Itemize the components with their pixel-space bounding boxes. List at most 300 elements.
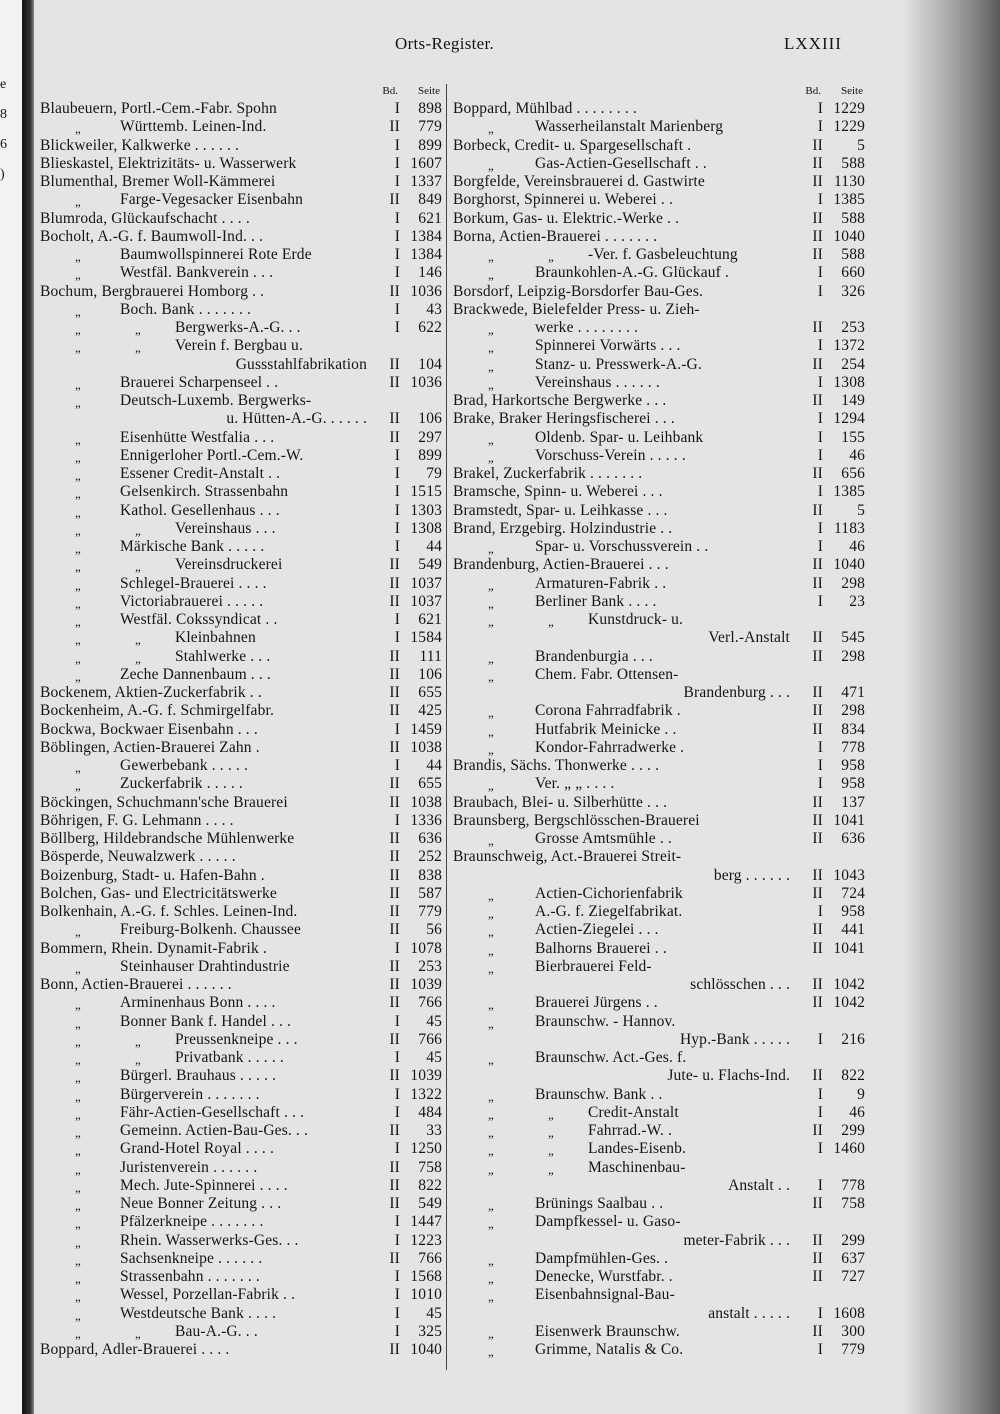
entry-page: 43: [426, 300, 442, 318]
entry-volume: I: [394, 483, 400, 501]
entry-page: 778: [841, 1176, 865, 1194]
ditto-mark: „: [488, 906, 494, 921]
register-entry: [40, 1323, 442, 1341]
entry-volume: I: [394, 446, 400, 464]
entry-text: Vorschuss-Verein . . . . .: [535, 446, 686, 464]
register-entry: [453, 392, 865, 410]
ditto-mark: „: [75, 1198, 81, 1213]
ditto-mark: „: [75, 1161, 81, 1177]
entry-volume: I: [394, 264, 400, 282]
register-entry: [453, 1305, 865, 1323]
entry-volume: I: [394, 100, 400, 117]
entry-page: 253: [418, 957, 442, 975]
register-entry: [453, 301, 865, 319]
entry-volume: II: [812, 647, 823, 665]
entry-text: Denecke, Wurstfabr. .: [535, 1268, 673, 1285]
register-entry: [453, 629, 865, 647]
entry-volume: II: [812, 1122, 823, 1139]
register-entry: [453, 520, 865, 538]
entry-text: Anstalt . .: [728, 1176, 790, 1194]
entry-page: 1608: [833, 1304, 865, 1322]
entry-text: Zeche Dannenbaum . . .: [120, 665, 271, 683]
page-number: LXXIII: [784, 34, 842, 53]
register-entry: [40, 830, 442, 848]
register-entry: [40, 648, 442, 666]
register-entry: [40, 1104, 442, 1122]
entry-page: 779: [418, 903, 442, 920]
ditto-mark: „: [488, 358, 494, 374]
ditto-mark: „: [488, 1052, 494, 1067]
entry-volume: I: [394, 465, 400, 482]
entry-volume: II: [389, 884, 400, 902]
register-entry: [453, 137, 865, 155]
entry-text: Juristenverein . . . . . .: [120, 1158, 258, 1176]
register-entry: [453, 1232, 865, 1250]
entry-volume: II: [812, 209, 823, 227]
entry-text: Bockenheim, A.-G. f. Schmirgelfabr.: [40, 702, 274, 720]
entry-text: Westdeutsche Bank . . . .: [120, 1304, 277, 1322]
register-entry: [453, 867, 865, 885]
entry-page: 1568: [410, 1268, 442, 1285]
ditto-mark: „: [75, 614, 81, 629]
entry-page: 588: [841, 154, 865, 172]
register-entry: [453, 775, 865, 793]
entry-text: Essener Credit-Anstalt . .: [120, 465, 281, 482]
register-entry: [453, 155, 865, 173]
entry-page: 1039: [410, 1067, 442, 1085]
entry-text: Boizenburg, Stadt- u. Hafen-Bahn .: [40, 866, 265, 884]
entry-text: Boppard, Adler-Brauerei . . . .: [40, 1341, 230, 1358]
entry-page: 137: [841, 793, 865, 811]
entry-page: 1036: [410, 373, 442, 391]
entry-page: 766: [418, 994, 442, 1012]
register-entry: [40, 903, 442, 921]
entry-volume: I: [817, 1030, 823, 1048]
entry-text: Braunschw. Act.-Ges. f.: [535, 1049, 687, 1066]
entry-page: 1337: [410, 173, 442, 190]
ditto-mark: „: [488, 997, 494, 1013]
entry-volume: I: [817, 373, 823, 391]
entry-text: Brake, Braker Heringsfischerei . . .: [453, 410, 675, 428]
entry-volume: I: [817, 191, 823, 209]
register-entry: [453, 191, 865, 209]
entry-text: Credit-Anstalt: [588, 1103, 679, 1121]
register-entry: [40, 319, 442, 337]
ditto-mark: „: [75, 1052, 81, 1067]
register-entry: [40, 1268, 442, 1286]
ditto-mark: „: [75, 1234, 81, 1250]
edge-fragment: 8: [0, 107, 7, 122]
register-entry: [40, 1031, 442, 1049]
entry-volume: I: [817, 519, 823, 537]
entry-text: Westfäl. Cokssyndicat . .: [120, 611, 278, 628]
entry-text: Corona Fahrradfabrik .: [535, 702, 681, 720]
ditto-mark: „: [75, 303, 81, 319]
entry-text: Kleinbahnen: [175, 629, 256, 647]
entry-volume: I: [394, 209, 400, 227]
entry-page: 104: [418, 355, 442, 373]
ditto-mark: „: [75, 121, 81, 137]
register-entry: [453, 757, 865, 775]
register-entry: [40, 1067, 442, 1085]
register-entry: [40, 812, 442, 830]
entry-page: 822: [841, 1067, 865, 1085]
register-entry: [40, 520, 442, 538]
entry-page: 45: [426, 1012, 442, 1030]
register-entry: [453, 210, 865, 228]
entry-page: 588: [841, 209, 865, 227]
entry-text: Berliner Bank . . . .: [535, 592, 657, 610]
entry-text: Actien-Ziegelei . . .: [535, 921, 659, 939]
entry-page: 155: [841, 428, 865, 446]
entry-volume: II: [389, 1249, 400, 1267]
entry-text: Brünings Saalbau . .: [535, 1195, 664, 1212]
entry-page: 637: [841, 1249, 865, 1267]
entry-volume: II: [812, 720, 823, 738]
entry-volume: I: [394, 538, 400, 555]
ditto-mark: „: [488, 322, 494, 337]
entry-page: 766: [418, 1249, 442, 1267]
entry-volume: II: [389, 793, 400, 811]
ditto-mark: „: [488, 267, 494, 283]
entry-page: 849: [418, 191, 442, 209]
ditto-mark: „: [75, 1216, 81, 1232]
entry-page: 1385: [833, 191, 865, 209]
entry-text: Brandenburg, Actien-Brauerei . . .: [453, 556, 669, 574]
ditto-mark: „: [548, 1106, 554, 1122]
ditto-mark: „: [135, 650, 141, 666]
left-column: [40, 80, 442, 1359]
register-entry: [453, 374, 865, 392]
entry-text: Ennigerloher Portl.-Cem.-W.: [120, 446, 304, 464]
ditto-mark: „: [488, 1125, 494, 1140]
ditto-mark: „: [548, 1125, 554, 1140]
entry-page: 1447: [410, 1213, 442, 1231]
entry-text: Borghorst, Spinnerei u. Weberei . .: [453, 191, 673, 209]
entry-volume: I: [394, 300, 400, 318]
ditto-mark: „: [488, 1344, 494, 1359]
entry-page: 545: [841, 629, 865, 647]
ditto-mark: „: [75, 1289, 81, 1305]
register-entry: [453, 1086, 865, 1104]
entry-page: 1460: [833, 1140, 865, 1158]
entry-text: Hyp.-Bank . . . . .: [679, 1030, 790, 1048]
entry-text: Kondor-Fahrradwerke .: [535, 738, 685, 756]
entry-text: A.-G. f. Ziegelfabrikat.: [535, 903, 683, 920]
entry-text: Bommern, Rhein. Dynamit-Fabrik .: [40, 939, 267, 957]
seite-header: Seite: [418, 85, 440, 97]
entry-text: Brandis, Sächs. Thonwerke . . . .: [453, 757, 660, 774]
register-entry: [40, 1341, 442, 1359]
entry-text: Boch. Bank . . . . . . .: [120, 300, 252, 318]
entry-page: 44: [426, 757, 442, 774]
entry-page: 441: [841, 921, 865, 939]
entry-volume: II: [812, 1195, 823, 1212]
column-header: [40, 80, 442, 100]
ditto-mark: „: [75, 924, 81, 940]
entry-text: Bösperde, Neuwalzwerk . . . . .: [40, 848, 236, 866]
entry-page: 1294: [833, 410, 865, 428]
register-entry: [453, 702, 865, 720]
register-entry: [40, 702, 442, 720]
entry-text: Steinhauser Drahtindustrie: [120, 957, 290, 975]
ditto-mark: „: [488, 541, 494, 556]
ditto-mark: „: [488, 741, 494, 757]
entry-text: berg . . . . . .: [713, 866, 790, 884]
register-entry: [40, 210, 442, 228]
entry-text: Kathol. Gesellenhaus . . .: [120, 501, 280, 519]
entry-text: Gas-Actien-Gesellschaft . .: [535, 154, 707, 172]
entry-text: Eisenwerk Braunschw.: [535, 1322, 680, 1340]
register-entry: [40, 100, 442, 118]
entry-text: Pfälzerkneipe . . . . . . .: [120, 1213, 264, 1231]
entry-page: 33: [426, 1122, 442, 1139]
entry-text: Borsdorf, Leipzig-Borsdorfer Bau-Ges.: [453, 282, 704, 300]
ditto-mark: „: [488, 942, 494, 958]
scan-binding-shadow: [22, 0, 34, 1414]
register-entry: [40, 921, 442, 939]
ditto-mark: „: [75, 1106, 81, 1122]
entry-volume: I: [817, 337, 823, 355]
entry-volume: II: [389, 684, 400, 701]
entry-page: 766: [418, 1030, 442, 1048]
entry-page: 484: [418, 1103, 442, 1121]
entry-text: Westfäl. Bankverein . . .: [120, 264, 274, 282]
entry-page: 1384: [410, 246, 442, 263]
entry-text: Eisenbahnsignal-Bau-: [535, 1286, 675, 1304]
register-entry: [453, 556, 865, 574]
entry-text: Rhein. Wasserwerks-Ges. . .: [120, 1231, 299, 1249]
entry-volume: II: [389, 1341, 400, 1358]
entry-text: Oldenb. Spar- u. Leihbank: [535, 428, 704, 446]
register-entry: [40, 429, 442, 447]
edge-fragment: 6: [0, 137, 7, 152]
register-entry: [453, 1159, 865, 1177]
ditto-mark: „: [75, 504, 81, 520]
entry-text: Neue Bonner Zeitung . . .: [120, 1195, 282, 1212]
entry-text: Württemb. Leinen-Ind.: [120, 118, 267, 136]
register-entry: [40, 1049, 442, 1067]
bd-header: Bd.: [805, 85, 821, 97]
entry-page: 149: [841, 392, 865, 409]
entry-volume: II: [389, 848, 400, 866]
entry-page: 587: [418, 884, 442, 902]
register-entry: [40, 301, 442, 319]
register-entry: [453, 283, 865, 301]
entry-text: Maschinenbau-: [588, 1158, 686, 1176]
entry-text: Braunschw. Bank . .: [535, 1085, 663, 1103]
ditto-mark: „: [75, 632, 81, 648]
register-entry: [453, 1067, 865, 1085]
bd-header: Bd.: [382, 85, 398, 97]
register-entry: [453, 1341, 865, 1359]
entry-volume: I: [394, 319, 400, 336]
entry-volume: I: [394, 939, 400, 957]
ditto-mark: „: [75, 559, 81, 575]
register-entry: [40, 739, 442, 757]
ditto-mark: „: [488, 1271, 494, 1286]
register-entry: [40, 1250, 442, 1268]
ditto-mark: „: [488, 1325, 494, 1341]
entry-volume: I: [817, 903, 823, 920]
entry-text: Bürgerl. Brauhaus . . . . .: [120, 1067, 277, 1085]
entry-page: 958: [841, 903, 865, 920]
entry-page: 1336: [410, 811, 442, 829]
entry-volume: II: [812, 793, 823, 811]
entry-text: Balhorns Brauerei . .: [535, 939, 667, 957]
entry-text: Böckingen, Schuchmann'sche Brauerei: [40, 793, 288, 811]
entry-volume: I: [817, 538, 823, 555]
entry-volume: II: [812, 154, 823, 172]
entry-page: 1250: [410, 1140, 442, 1158]
register-entry: [453, 538, 865, 556]
entry-volume: I: [817, 100, 823, 117]
register-entry: [40, 191, 442, 209]
entry-page: 298: [841, 702, 865, 720]
register-entry: [453, 830, 865, 848]
register-entry: [40, 885, 442, 903]
entry-text: Wasserheilanstalt Marienberg: [535, 118, 724, 136]
ditto-mark: „: [548, 614, 554, 629]
entry-volume: I: [394, 611, 400, 628]
entry-volume: I: [394, 173, 400, 190]
register-entry: [40, 940, 442, 958]
ditto-mark: „: [488, 431, 494, 447]
entry-page: 146: [418, 264, 442, 282]
register-entry: [453, 958, 865, 976]
entry-page: 727: [841, 1268, 865, 1285]
entry-volume: II: [812, 921, 823, 939]
entry-volume: II: [812, 811, 823, 829]
register-entry: [453, 246, 865, 264]
entry-volume: I: [817, 592, 823, 610]
ditto-mark: „: [75, 650, 81, 666]
entry-page: 300: [841, 1322, 865, 1340]
entry-volume: I: [394, 519, 400, 537]
ditto-mark: „: [488, 1143, 494, 1159]
ditto-mark: „: [75, 468, 81, 483]
ditto-mark: „: [75, 1252, 81, 1268]
entry-volume: II: [389, 921, 400, 939]
edge-fragments: [0, 70, 10, 190]
entry-text: Privatbank . . . . .: [175, 1049, 284, 1066]
register-entry: [453, 100, 865, 118]
register-entry: [40, 1122, 442, 1140]
entry-text: Dampfmühlen-Ges. .: [535, 1249, 669, 1267]
register-entry: [40, 465, 442, 483]
entry-volume: I: [817, 483, 823, 501]
entry-text: u. Hütten-A.-G. . . . . .: [226, 410, 367, 428]
entry-page: 1384: [410, 227, 442, 245]
register-entry: [453, 739, 865, 757]
register-entry: [40, 684, 442, 702]
entry-volume: I: [817, 428, 823, 446]
register-entry: [453, 118, 865, 136]
entry-page: 588: [841, 246, 865, 263]
entry-page: 1043: [833, 866, 865, 884]
ditto-mark: „: [488, 449, 494, 465]
entry-text: Bonner Bank f. Handel . . .: [120, 1012, 292, 1030]
entry-page: 111: [419, 647, 442, 665]
ditto-mark: „: [488, 577, 494, 593]
entry-page: 758: [418, 1158, 442, 1176]
entry-text: Brandenburgia . . .: [535, 647, 653, 665]
entry-text: Borbeck, Credit- u. Spargesellschaft .: [453, 136, 692, 154]
ditto-mark: „: [135, 522, 141, 538]
register-entry: [453, 1323, 865, 1341]
entry-text: Bolchen, Gas- und Electricitätswerke: [40, 884, 277, 902]
entry-volume: I: [394, 1049, 400, 1066]
entry-page: 254: [841, 355, 865, 373]
entry-volume: II: [812, 1322, 823, 1340]
register-entry: [40, 1195, 442, 1213]
ditto-mark: „: [488, 960, 494, 976]
entry-page: 297: [418, 428, 442, 446]
ditto-mark: „: [488, 778, 494, 794]
register-entry: [453, 337, 865, 355]
register-entry: [453, 885, 865, 903]
entry-text: Spar- u. Vorschussverein . .: [535, 538, 709, 555]
ditto-mark: „: [75, 395, 81, 410]
register-entry: [40, 958, 442, 976]
entry-page: 1078: [410, 939, 442, 957]
entry-volume: II: [389, 866, 400, 884]
entry-text: Zuckerfabrik . . . . .: [120, 775, 243, 793]
entry-volume: I: [817, 446, 823, 464]
register-entry: [453, 356, 865, 374]
ditto-mark: „: [488, 705, 494, 721]
entry-page: 779: [841, 1341, 865, 1358]
entry-volume: II: [389, 118, 400, 136]
register-entry: [453, 319, 865, 337]
register-entry: [40, 173, 442, 191]
entry-page: 621: [418, 209, 442, 227]
register-entry: [453, 264, 865, 282]
entry-volume: II: [812, 574, 823, 592]
entry-volume: I: [817, 264, 823, 282]
register-entry: [453, 794, 865, 812]
register-entry: [40, 666, 442, 684]
ditto-mark: „: [488, 249, 494, 264]
register-entry: [40, 374, 442, 392]
ditto-mark: „: [488, 376, 494, 392]
ditto-mark: „: [488, 668, 494, 684]
entry-text: Verein f. Bergbau u.: [175, 337, 303, 355]
entry-page: 958: [841, 757, 865, 774]
entry-page: 622: [418, 319, 442, 336]
entry-text: Preussenkneipe . . .: [175, 1030, 298, 1048]
entry-volume: II: [389, 428, 400, 446]
ditto-mark: „: [488, 595, 494, 611]
ditto-mark: „: [135, 322, 141, 337]
entry-page: 23: [849, 592, 865, 610]
entry-text: Wessel, Porzellan-Fabrik . .: [120, 1286, 296, 1304]
entry-text: Mech. Jute-Spinnerei . . . .: [120, 1176, 288, 1194]
entry-text: Borna, Actien-Brauerei . . . . . . .: [453, 227, 658, 245]
entry-text: Blumenthal, Bremer Woll-Kämmerei: [40, 173, 276, 190]
entry-text: Bonn, Actien-Brauerei . . . . . .: [40, 976, 232, 993]
entry-page: 1010: [410, 1286, 442, 1304]
entry-page: 253: [841, 319, 865, 336]
entry-text: Bochum, Bergbrauerei Homborg . .: [40, 282, 265, 300]
seite-header: Seite: [841, 85, 863, 97]
ditto-mark: „: [75, 431, 81, 447]
entry-text: Eisenhütte Westfalia . . .: [120, 428, 275, 446]
entry-volume: I: [394, 1012, 400, 1030]
register-entry: [453, 684, 865, 702]
ditto-mark: „: [75, 541, 81, 556]
scan-margin-left: [0, 0, 22, 1414]
